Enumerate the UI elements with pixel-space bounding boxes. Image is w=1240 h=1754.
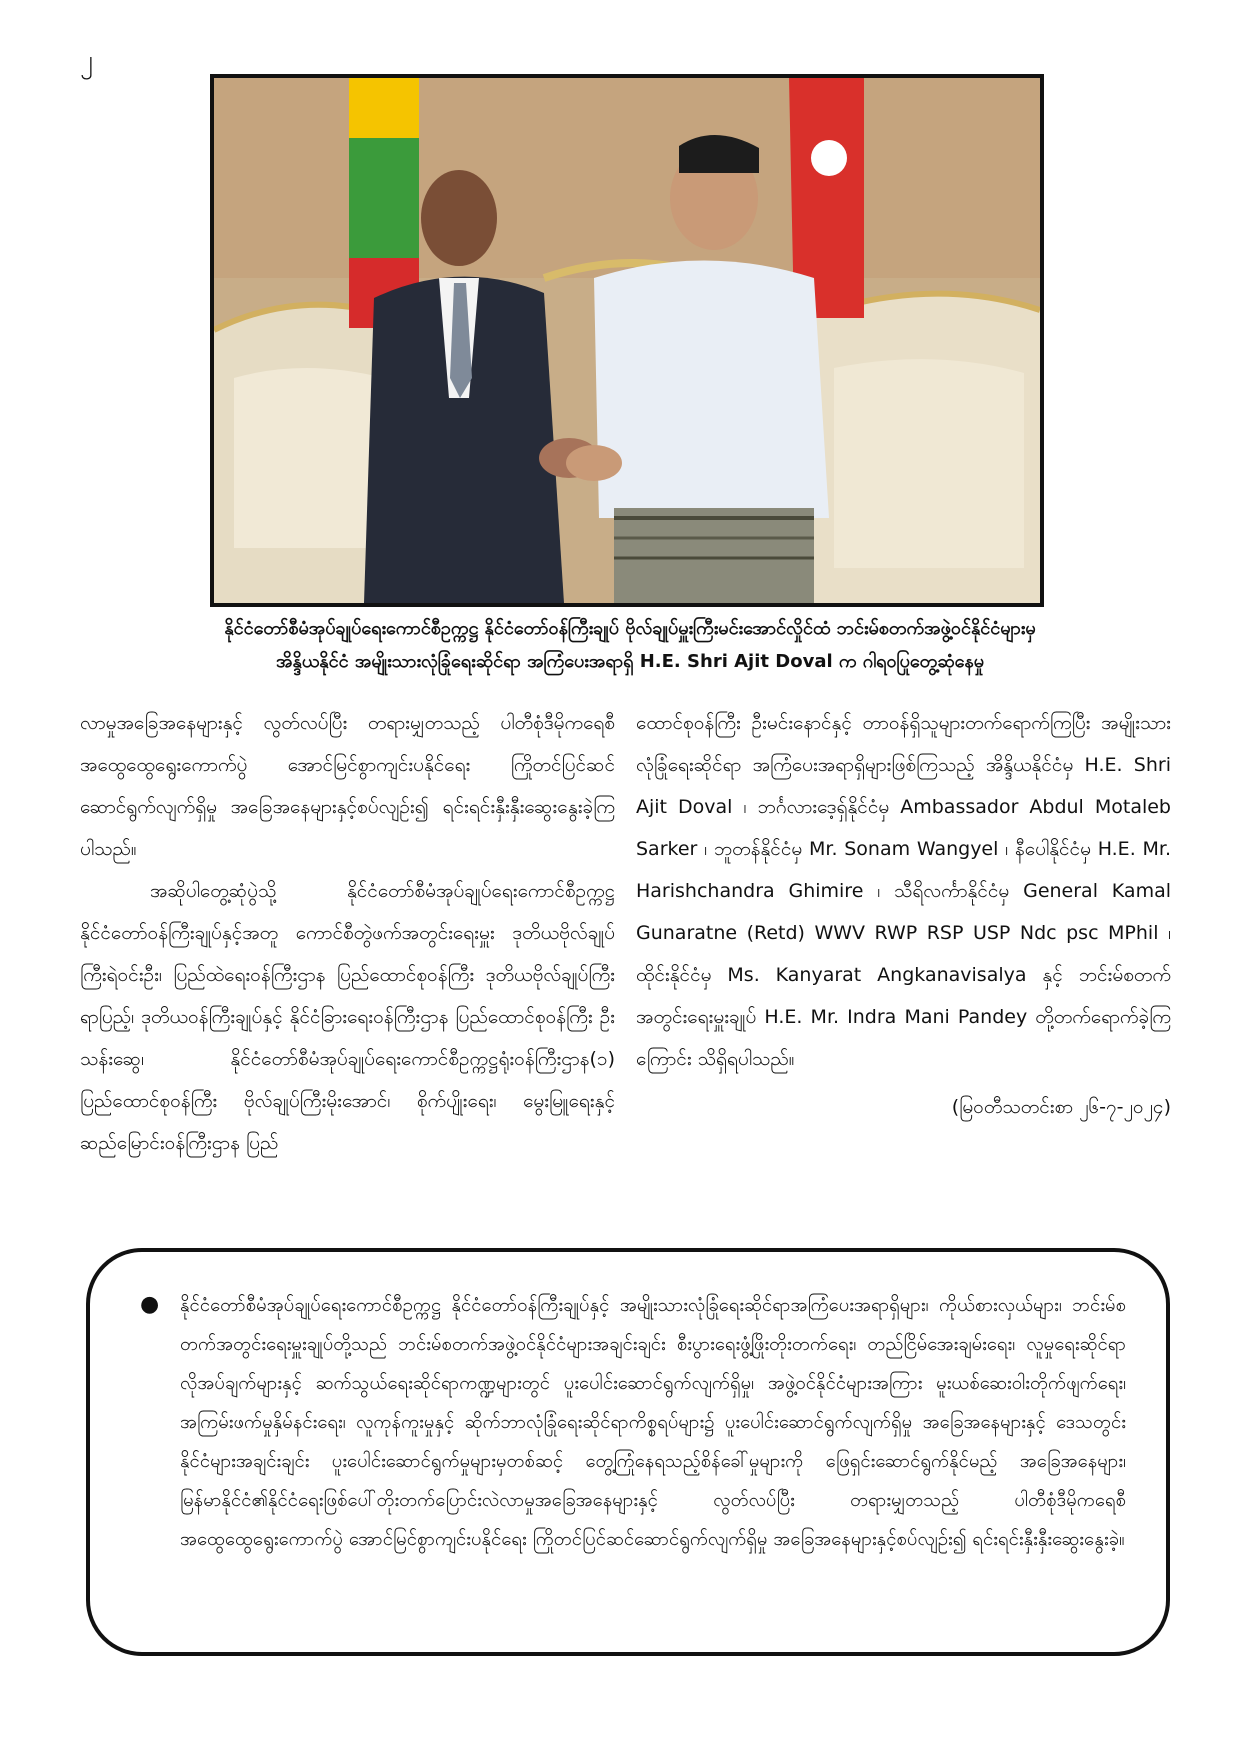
photo-caption [150,612,1110,678]
summary-item [140,1286,1126,1559]
caption-line-1: နိုင်ငံတော်စီမံအုပ်ချုပ်ရေးကောင်စီဥက္ကဋ္ဌ နိုင်ငံတော်ဝန်ကြီးချုပ် ဗိုလ်ချုပ်မှူးကြီးမင်းအောင်လှိုင်ထံ ဘင်းမ်စတက်အဖွဲ့ဝင်နိုင်ငံများမှ [224,618,1036,639]
summary-box [86,1248,1170,1656]
article-right-column [636,702,1171,1128]
page-number: ၂ [80,45,93,75]
article-paragraph: လာမှုအခြေအနေများနှင့် လွတ်လပ်ပြီး တရားမျှတသည့် ပါတီစုံဒီမိုကရေစီအထွေထွေရွေးကောက်ပွဲ အောင်မြင်စွာကျင်းပနိုင်ရေး ကြိုတင်ပြင်ဆင်ဆောင်ရွက်လျက်ရှိမှု အခြေအနေများနှင့်စပ်လျဉ်း၍ ရင်းရင်းနှီးနှီးဆွေးနွေးခဲ့ကြပါသည်။ [80,712,615,860]
caption-line-2: အိန္ဒိယနိုင်ငံ အမျိုးသားလုံခြုံရေးဆိုင်ရာ အကြံပေးအရာရှိ H.E. Shri Ajit Doval က ဂါရဝပြုတွေ့ဆုံနေမှု [276,651,984,672]
photo-handshake-icon [214,78,1040,603]
article-paragraph: ထောင်စုဝန်ကြီး ဦးမင်းနောင်နှင့် တာဝန်ရှိသူများတက်ရောက်ကြပြီး အမျိုးသားလုံခြုံရေးဆိုင်ရာ အကြံပေးအရာရှိများဖြစ်ကြသည့် အိန္ဒိယနိုင်ငံမှ H.E. Shri Ajit Doval ၊ ဘင်္ဂလားဒေ့ရှ်နိုင်ငံမှ Ambassador Abdul Motaleb Sarker ၊ ဘူတန်နိုင်ငံမှ Mr. Sonam Wangyel ၊ နီပေါနိုင်ငံမှ H.E. Mr. Harishchandra Ghimire ၊ သီရိလင်္ကာနိုင်ငံမှ General Kamal Gunaratne (Retd) WWV RWP RSP USP Ndc psc MPhil ၊ ထိုင်းနိုင်ငံမှ Ms. Kanyarat Angkanavisalya နှင့် ဘင်းမ်စတက်အတွင်းရေးမှူးချုပ် H.E. Mr. Indra Mani Pandey တို့တက်ရောက်ခဲ့ကြကြောင်း သိရှိရပါသည်။ [636,712,1171,1070]
article-source: (မြဝတီသတင်းစာ ၂၆-၇-၂၀၂၄) [951,1096,1171,1118]
bullet-icon: ● [140,1292,160,1317]
article-left-column [80,702,615,1164]
summary-text: နိုင်ငံတော်စီမံအုပ်ချုပ်ရေးကောင်စီဥက္ကဋ္ဌ နိုင်ငံတော်ဝန်ကြီးချုပ်နှင့် အမျိုးသားလုံခြုံရေးဆိုင်ရာအကြံပေးအရာရှိများ၊ ကိုယ်စားလှယ်များ၊ ဘင်းမ်စတက်အတွင်းရေးမှူးချုပ်တို့သည် ဘင်းမ်စတက်အဖွဲ့ဝင်နိုင်ငံများအချင်းချင်း စီးပွားရေးဖွံ့ဖြိုးတိုးတက်ရေး၊ တည်ငြိမ်အေးချမ်းရေး၊ လူမှုရေးဆိုင်ရာလိုအပ်ချက်များနှင့် ဆက်သွယ်ရေးဆိုင်ရာကဏ္ဍများတွင် ပူးပေါင်းဆောင်ရွက်လျက်ရှိမှု၊ အဖွဲ့ဝင်နိုင်ငံများအကြား မူးယစ်ဆေးဝါးတိုက်ဖျက်ရေး၊ အကြမ်းဖက်မှုနှိမ်နင်းရေး၊ လူကုန်ကူးမှုနှင့် ဆိုက်ဘာလုံခြုံရေးဆိုင်ရာကိစ္စရပ်များ၌ ပူးပေါင်းဆောင်ရွက်လျက်ရှိမှု အခြေအနေများနှင့် ဒေသတွင်းနိုင်ငံများအချင်းချင်း ပူးပေါင်းဆောင်ရွက်မှုများမှတစ်ဆင့် တွေ့ကြုံနေရသည့်စိန်ခေါ်မှုများကို ဖြေရှင်းဆောင်ရွက်နိုင်မည့် အခြေအနေများ၊ မြန်မာနိုင်ငံ၏နိုင်ငံရေးဖြစ်ပေါ်တိုးတက်ပြောင်းလဲလာမှုအခြေအနေများနှင့် လွတ်လပ်ပြီး တရားမျှတသည့် ပါတီစုံဒီမိုကရေစီအထွေထွေရွေးကောက်ပွဲ အောင်မြင်စွာကျင်းပနိုင်ရေး ကြိုတင်ပြင်ဆင်ဆောင်ရွက်လျက်ရှိမှု အခြေအနေများနှင့်စပ်လျဉ်း၍ ရင်းရင်းနှီးနှီးဆွေးနွေးခဲ့။ [180,1295,1126,1550]
news-photo [210,74,1044,607]
article-paragraph: အဆိုပါတွေ့ဆုံပွဲသို့ နိုင်ငံတော်စီမံအုပ်ချုပ်ရေးကောင်စီဥက္ကဋ္ဌ နိုင်ငံတော်ဝန်ကြီးချုပ်နှင့်အတူ ကောင်စီတွဲဖက်အတွင်းရေးမှူး ဒုတိယဗိုလ်ချုပ်ကြီးရဲဝင်းဦး၊ ပြည်ထဲရေးဝန်ကြီးဌာန ပြည်ထောင်စုဝန်ကြီး ဒုတိယဗိုလ်ချုပ်ကြီးရာပြည့်၊ ဒုတိယဝန်ကြီးချုပ်နှင့် နိုင်ငံခြားရေးဝန်ကြီးဌာန ပြည်ထောင်စုဝန်ကြီး ဦးသန်းဆွေ၊ နိုင်ငံတော်စီမံအုပ်ချုပ်ရေးကောင်စီဥက္ကဋ္ဌရုံးဝန်ကြီးဌာန(၁) ပြည်ထောင်စုဝန်ကြီး ဗိုလ်ချုပ်ကြီးမိုးအောင်၊ စိုက်ပျိုးရေး၊ မွေးမြူရေးနှင့်ဆည်မြောင်းဝန်ကြီးဌာန ပြည် [80,880,615,1154]
